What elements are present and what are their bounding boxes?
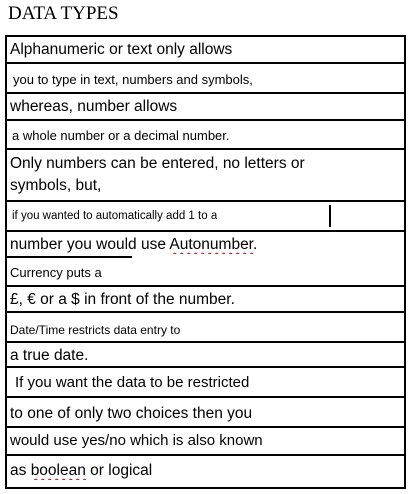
row-text-boolean: [10, 462, 152, 480]
row-text-type-in: you to type in text, numbers and symbols,: [13, 72, 253, 87]
row-text-datetime: Date/Time restricts data entry to: [10, 323, 181, 337]
row-divider: [7, 230, 404, 232]
boolean-word: boolean: [30, 462, 86, 479]
row-divider: [7, 454, 404, 456]
row-text-add-one: if you wanted to automatically add 1 to a: [12, 210, 218, 222]
row-text-alphanumeric: Alphanumeric or text only allows: [10, 41, 233, 58]
row-divider: [7, 426, 404, 428]
row-divider: [7, 285, 404, 287]
boolean-suffix: or logical: [85, 462, 153, 479]
row-text-restricted: If you want the data to be restricted: [15, 374, 250, 391]
row-text-only-numbers-line2: symbols, but,: [10, 177, 102, 194]
row-divider: [7, 396, 404, 398]
row-divider: [7, 341, 404, 343]
row-divider: [7, 92, 404, 94]
row-text-currency-symbols: £, € or a $ in front of the number.: [10, 291, 235, 308]
row-text-autonumber: [10, 236, 257, 254]
row-divider: [7, 200, 404, 202]
boolean-prefix: as: [10, 462, 31, 479]
autonumber-suffix: .: [253, 236, 258, 253]
page-title: DATA TYPES: [8, 3, 119, 24]
row-text-true-date: a true date.: [10, 347, 89, 364]
data-types-table: [5, 35, 406, 489]
cell-edge: [329, 205, 331, 227]
row-divider: [7, 256, 132, 258]
row-text-two-choices: to one of only two choices then you: [10, 405, 253, 422]
row-divider: [7, 366, 404, 368]
row-divider: [7, 62, 404, 64]
autonumber-word: Autonumber: [169, 236, 253, 253]
row-text-whole-number: a whole number or a decimal number.: [12, 128, 230, 143]
row-text-only-numbers-line1: Only numbers can be entered, no letters or: [10, 155, 305, 172]
row-text-yes-no: would use yes/no which is also known: [10, 432, 263, 449]
row-text-currency: Currency puts a: [10, 265, 102, 280]
row-divider: [7, 311, 404, 313]
autonumber-prefix: number you would use: [10, 236, 170, 253]
row-divider: [7, 119, 404, 121]
row-divider: [7, 148, 404, 150]
row-text-number-allows: whereas, number allows: [10, 98, 178, 115]
